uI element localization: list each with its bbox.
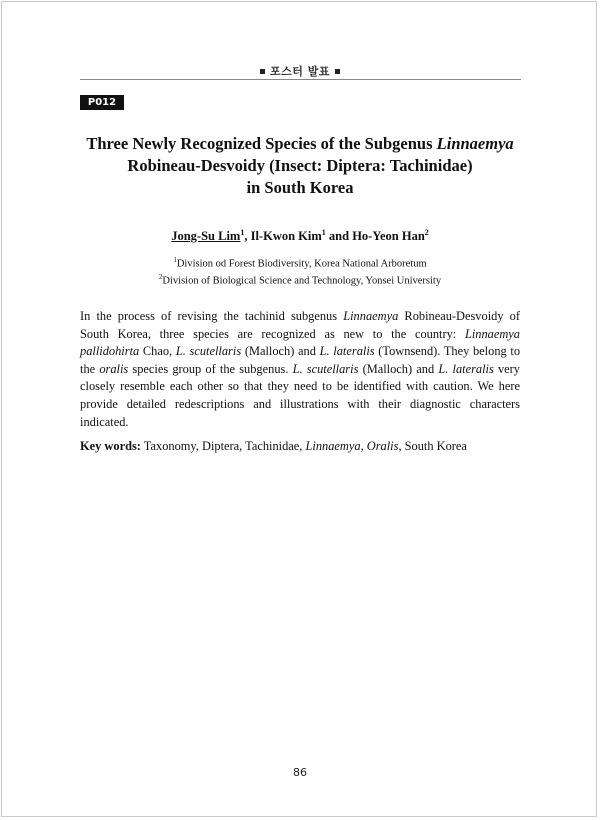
abstract-taxon: L. lateralis [438, 361, 494, 376]
keywords-label: Key words: [80, 439, 141, 453]
abstract-text: (Townsend). They belong to the [80, 344, 521, 376]
author-affiliation-mark: 2 [424, 228, 429, 237]
title-line-2: Robineau-Desvoidy (Insect: Diptera: Tachinidae) [127, 156, 473, 175]
abstract-text: very closely resemble each other so that they need to be identified with caution. We here provide detailed redescriptions and illustrations with their diagnostic characters indicated. [80, 361, 520, 429]
abstract-text: Robineau-Desvoidy of South Korea, three species are recognized as new to the country: [80, 309, 521, 341]
author-name: Il-Kwon Kim [250, 229, 322, 244]
abstract-taxon: L. scutellaris [175, 344, 242, 359]
abstract-taxon: oralis [99, 361, 129, 376]
affiliation-mark: 1 [173, 256, 177, 264]
abstract-text: species group of the subgenus. [128, 361, 293, 376]
abstract-taxon: L. scutellaris [292, 361, 359, 376]
title-text: Three Newly Recognized Species of the Subgenus [86, 134, 437, 153]
affiliation-mark: 2 [158, 272, 163, 281]
title-genus: Linnaemya [436, 134, 514, 153]
author-affiliation-mark: 1 [321, 228, 326, 237]
abstract-taxon: Linnaemya pallidohirta [80, 326, 520, 359]
abstract-taxon: Linnaemya [343, 309, 399, 323]
abstract-text: (Malloch) and [241, 344, 320, 359]
author-list [60, 228, 540, 244]
square-bullet-icon [260, 69, 265, 74]
keyword-taxon: Linnaemya [305, 439, 361, 453]
paper-title [60, 133, 540, 199]
section-label: 포스터 발표 [270, 65, 330, 78]
abstract-taxon: L. lateralis [319, 344, 375, 359]
keywords-text: , [360, 439, 367, 453]
poster-code-badge: P012 [80, 95, 124, 110]
keywords-text: Taxonomy, Diptera, Tachinidae, [140, 439, 306, 453]
keyword-taxon: Oralis [366, 439, 399, 453]
author-name: Jong-Su Lim [171, 229, 241, 244]
square-bullet-icon [335, 69, 340, 74]
header-rule [80, 79, 521, 80]
author-name: Ho-Yeon Han [352, 229, 425, 244]
affiliations [60, 254, 540, 287]
keywords [80, 438, 520, 456]
author-affiliation-mark: 1 [240, 228, 245, 237]
page-number: 86 [293, 766, 307, 779]
abstract-text: Chao, [139, 344, 176, 359]
abstract [80, 308, 520, 431]
keywords-text: , South Korea [398, 439, 467, 453]
affiliation-text: Division of Biological Science and Technology, Yonsei University [162, 275, 442, 286]
affiliation-text: Division od Forest Biodiversity, Korea National Arboretum [176, 258, 427, 270]
author-separator: and [325, 229, 353, 244]
abstract-text: (Malloch) and [358, 361, 439, 376]
abstract-text: In the process of revising the tachinid subgenus [80, 309, 344, 323]
section-header [0, 63, 600, 79]
affiliation-2 [60, 271, 540, 288]
title-line-1 [60, 133, 540, 155]
affiliation-1 [60, 254, 540, 271]
author-separator: , [244, 229, 251, 244]
title-line-3: in South Korea [246, 178, 354, 197]
